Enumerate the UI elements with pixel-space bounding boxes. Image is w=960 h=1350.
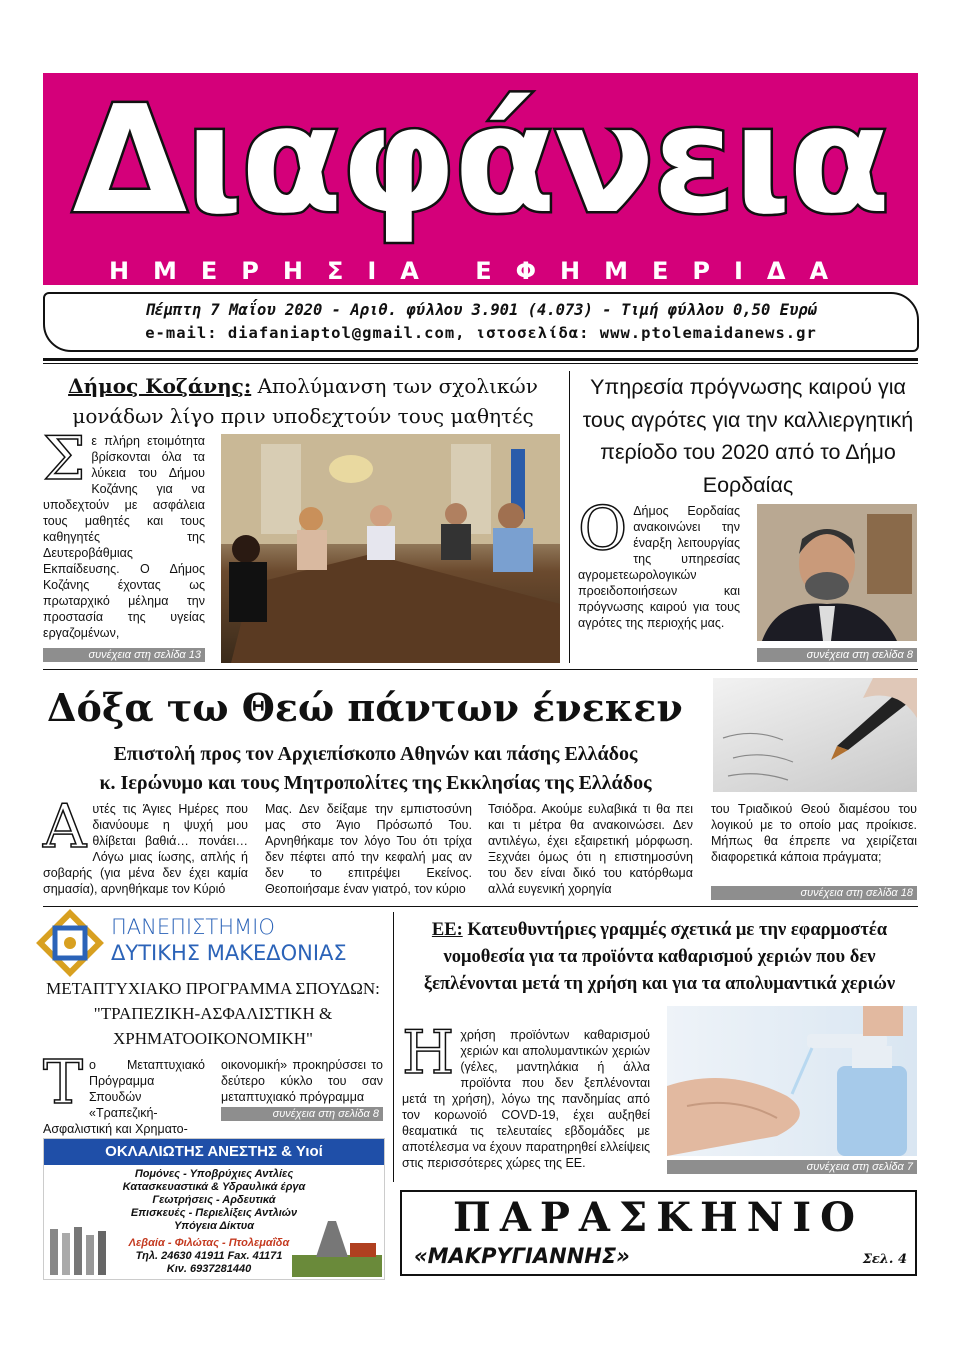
backstage-subtitle: «ΜΑΚΡΥΓΙΑΝΝΗΣ» [414, 1244, 630, 1268]
article2-body [578, 494, 740, 663]
article3-col1-text: υτές τις Άγιες Ημέρες που διανύουμε η ψυχή μου θλίβεται βαθιά… πονάει… Λόγω μιας ίωσης, απλής ή σοβαρής (για μένα δεν έχει καμία σημασία), αρνηθήκαμε τον Κύριό [43, 802, 248, 896]
article1-dropcap: Σ [43, 424, 86, 494]
issue-info-box [43, 292, 919, 352]
article2-dropcap: Ο [578, 494, 628, 564]
article5-dropcap: Η [402, 1018, 455, 1088]
divider [43, 363, 918, 364]
column-divider [569, 371, 570, 663]
article4-headline[interactable]: ΜΕΤΑΠΤΥΧΙΑΚΟ ΠΡΟΓΡΑΜΜΑ ΣΠΟΥΔΩΝ: "ΤΡΑΠΕΖΙΚΗ-ΑΣΦΑΛΙΣΤΙΚΗ & ΧΡΗΜΑΤΟΟΙΚΟΝΟΜΙΚΗ" [46, 979, 380, 1048]
ad-line-4: Επισκευές - Περιελίξεις Αντλιών [130, 1207, 298, 1219]
divider [43, 358, 918, 361]
issue-date-line: Πέμπτη 7 Μαΐου 2020 - Αριθ. φύλλου 3.901 (4.073) - Τιμή φύλλου 0,50 Ευρώ [145, 301, 817, 319]
article5-body [402, 1018, 650, 1173]
article3-col3: Τσιόδρα. Ακούμε ευλαβικά τι θα πει και τι μέτρα θα ανακοινώσει. Δεν αντιλέγω, έχει εξαιρετική μόρφωση. Ξεχνάει όμως ότι η επιστημοσύνη του δεν είναι δικό του κατόρθωμα αλλά ευγενική χορηγία [488, 802, 693, 896]
article2-continued[interactable]: συνέχεια στη σελίδα 8 [757, 648, 917, 662]
newspaper-subtitle: ΗΜΕΡΗΣΙΑ ΕΦΗΜΕΡΙΔΑ [108, 257, 853, 285]
article1-headline-text: Απολύμανση των σχολικών μονάδων λίγο πριν υποδεχτούν τους μαθητές [72, 374, 538, 428]
article3-continued[interactable]: συνέχεια στη σελίδα 18 [711, 886, 917, 900]
divider [43, 669, 918, 670]
article1-continued[interactable]: συνέχεια στη σελίδα 13 [43, 648, 205, 662]
article4-col2: οικονομική» προκηρύσσει το δεύτερο κύκλο του σαν μεταπτυχιακό πρόγραμμα [221, 1058, 383, 1104]
article4-dropcap: Τ [43, 1048, 84, 1118]
article3-col4: του Τριαδικού Θεού διαμέσου του λογικού με το οποίο μας προίκισε. Μήπως θα έπρεπε να χειρίζεται διαφορετικά κάποια πράγματα; [711, 802, 917, 864]
article3-headline[interactable]: Δόξα τω Θεώ πάντων ένεκεν [47, 685, 683, 730]
article1-body [43, 424, 205, 647]
article3-subhead-1: Επιστολή προς τον Αρχιεπίσκοπο Αθηνών και πάσης Ελλάδος [113, 743, 638, 765]
article5-kicker: ΕΕ: [431, 920, 463, 940]
university-name-2: ΔΥΤΙΚΗΣ ΜΑΚΕΔΟΝΙΑΣ [111, 941, 347, 965]
backstage-title: ΠΑΡΑΣΚΗΝΙΟ [453, 1194, 864, 1241]
article5-headline-text: Κατευθυντήριες γραμμές σχετικά με την εφαρμοστέα νομοθεσία για τα προϊόντα καθαρισμού χεριών που δεν ξεπλένονται μετά τη χρήση και για τα απολυμαντικά χεριών [423, 920, 896, 994]
drilling-rig-icon [292, 1217, 382, 1277]
article5-text: χρήση προϊόντων καθαρισμού χεριών και απολυμαντικών χεριών (γέλες, μαντηλάκια ή άλλα προϊόντα που δεν ξεπλένονται μετά τη χρήση), λόγω της πανδημίας από τον κορωνοϊό COVD-19, έχει αυξηθεί θεαματικά τις τελευταίες εβδομάδες με αποτέλεσμα να έχουν παρατηρηθεί ελλείψεις στις περισσότερες χώρες της ΕΕ. [402, 1028, 650, 1170]
university-name-1: ΠΑΝΕΠΙΣΤΗΜΙΟ [111, 915, 275, 939]
ad-line-3: Γεωτρήσεις - Αρδευτικά [152, 1194, 276, 1206]
ad-company-name: ΟΚΛΑΛΙΩΤΗΣ ΑΝΕΣΤΗΣ & Υιοί [44, 1139, 384, 1165]
university-logo-block [43, 914, 383, 972]
fountain-pen-image [713, 678, 917, 792]
article1-text: ε πλήρη ετοιμότητα βρίσκονται όλα τα λύκεια του Δήμου Κοζάνης για να υποδεχτούν με ασφάλεια τους μαθητές και τους καθηγητές της Δευτεροβάθμιας Εκπαίδευσης. Ο Δήμος Κοζάνης έχοντας ως πρωταρχικό μέλημα την προστασία της υγείας εργαζομένων, [43, 434, 205, 640]
advertisement[interactable] [43, 1138, 385, 1280]
backstage-page-ref: Σελ. 4 [862, 1252, 907, 1267]
article1-photo [221, 434, 560, 663]
university-logo-icon [43, 916, 97, 970]
article3-col2: Μας. Δεν δείξαμε την εμπιστοσύνη μας στο Άγιο Πρόσωπό Του. Αρνηθήκαμε τον λόγο Του ότι τρίχα δεν πέφτει από την κεφαλή μας αν δεν το επιτρέψει Εκείνος. Θεοποιήσαμε έναν γιατρό, τον κύριο [265, 802, 472, 896]
article3-subhead-2: κ. Ιερώνυμο και τους Μητροπολίτες της Εκκλησίας της Ελλάδος [99, 772, 652, 794]
article5-photo [667, 1006, 917, 1156]
article4-col1 [43, 1048, 205, 1136]
article2-text: Δήμος Εορδαίας ανακοινώνει την έναρξη λειτουργίας της υπηρεσίας αγρομετεωρολογικών προειδοποιήσεων και πρόγνωσης καιρού για τους αγρότες της περιοχής μας. [578, 504, 740, 630]
backstage-box[interactable] [400, 1190, 917, 1276]
article1-kicker: Δήμος Κοζάνης: [68, 374, 252, 398]
ad-line-2: Κατασκευαστικά & Υδραυλικά έργα [122, 1181, 306, 1193]
article3-col1 [43, 792, 248, 898]
portrait-image [757, 504, 917, 641]
article2-headline[interactable]: Υπηρεσία πρόγνωσης καιρού για τους αγρότες για την καλλιεργητική περίοδο του 2020 από το Δήμο Εορδαίας [582, 375, 914, 497]
divider [43, 906, 918, 907]
hand-sanitizer-image [667, 1006, 917, 1156]
ad-line-5: Υπόγεια Δίκτυα [173, 1220, 255, 1232]
ad-phone: Τηλ. 24630 41911 Fax. 41171 [135, 1250, 283, 1262]
newspaper-title: Διαφάνεια [72, 74, 889, 246]
article1-headline[interactable] [43, 371, 563, 431]
article5-headline[interactable] [402, 917, 917, 998]
article4-col1-text: ο Μεταπτυχιακό Πρόγραμμα Σπουδών «Τραπεζική-Ασφαλιστική και Χρηματο- [43, 1058, 205, 1136]
ad-line-1: Πομόνες - Υποβρύχιες Αντλίες [134, 1168, 294, 1180]
masthead [43, 73, 918, 285]
contact-line: e-mail: diafaniaptol@gmail.com, ιστοσελίδα: www.ptolemaidanews.gr [145, 324, 817, 342]
article3-photo [713, 678, 917, 792]
ad-mobile: Κιν. 6937281440 [166, 1263, 252, 1275]
article5-continued[interactable]: συνέχεια στη σελίδα 7 [667, 1160, 917, 1174]
meeting-room-image [221, 434, 560, 663]
article3-dropcap: Α [43, 792, 87, 862]
column-divider [393, 912, 394, 1182]
article2-photo [757, 504, 917, 641]
pump-icon [46, 1223, 118, 1277]
ad-locations: Λεβαία - Φιλώτας - Πτολεμαΐδα [128, 1237, 290, 1249]
article4-continued[interactable]: συνέχεια στη σελίδα 8 [221, 1107, 383, 1121]
